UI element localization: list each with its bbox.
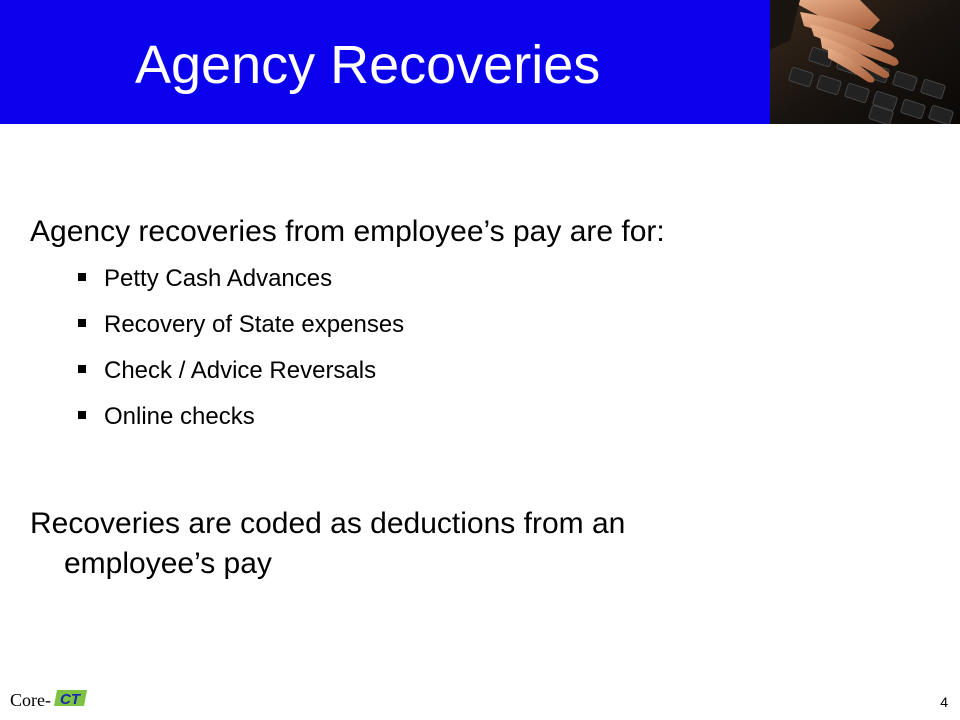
logo-ct-text: CT (60, 691, 80, 708)
logo-ct-icon (54, 686, 90, 710)
list-item (78, 354, 404, 400)
bullet-text: Petty Cash Advances (104, 265, 333, 292)
intro-text: Agency recoveries from employee’s pay are for: (30, 215, 665, 248)
page-number: 4 (940, 694, 948, 710)
slide-title: Agency Recoveries (135, 35, 601, 95)
list-item (78, 400, 404, 446)
bullet-text: Check / Advice Reversals (104, 357, 377, 384)
square-bullet-icon (78, 319, 86, 327)
bullet-text: Recovery of State expenses (104, 311, 405, 338)
title-bar (0, 0, 770, 124)
core-ct-logo (10, 684, 90, 714)
closing-line-2: employee’s pay (64, 547, 272, 580)
square-bullet-icon (78, 411, 86, 419)
bullet-text: Online checks (104, 403, 255, 430)
closing-line-1: Recoveries are coded as deductions from an (30, 507, 626, 540)
keyboard-photo (770, 0, 960, 124)
square-bullet-icon (78, 273, 86, 281)
list-item (78, 308, 404, 354)
closing-text (30, 504, 790, 584)
logo-core-text: Core- (10, 690, 51, 710)
square-bullet-icon (78, 365, 86, 373)
list-item (78, 262, 404, 308)
bullet-list (78, 262, 404, 446)
